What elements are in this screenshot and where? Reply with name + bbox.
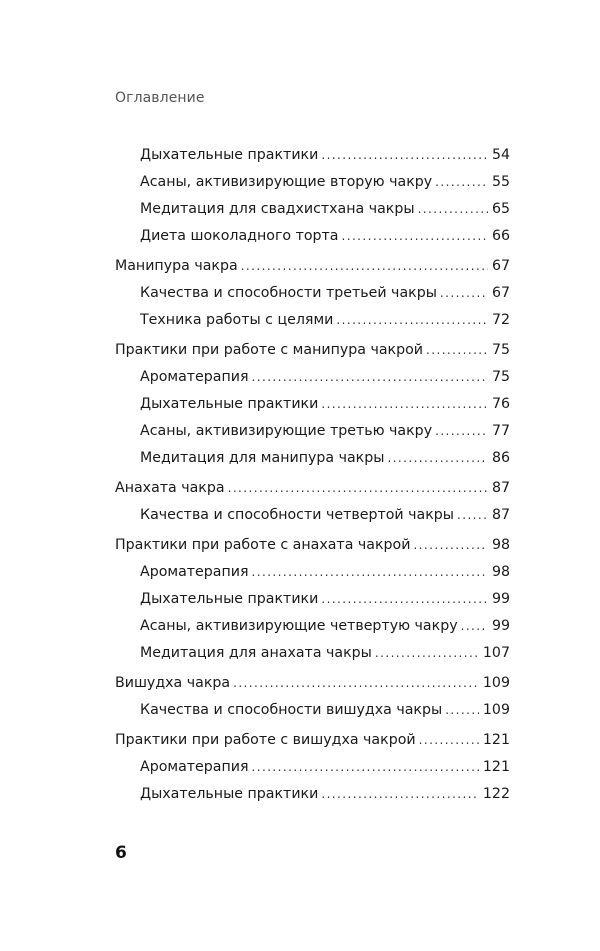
toc-entry xyxy=(115,781,510,808)
toc-entry-page: 55 xyxy=(491,174,510,190)
toc-entry-title: Практики при работе с вишудха чакрой xyxy=(115,732,416,748)
toc-entry xyxy=(115,754,510,781)
dot-leader xyxy=(457,502,488,529)
toc-entry-page: 98 xyxy=(491,537,510,553)
toc-entry-page: 67 xyxy=(491,285,510,301)
toc-entry-title: Техника работы с целями xyxy=(140,312,334,328)
dot-leader xyxy=(435,169,488,196)
toc-entry-title: Медитация для манипура чакры xyxy=(140,450,385,466)
toc-entry-page: 109 xyxy=(482,675,510,691)
dot-leader xyxy=(375,640,479,667)
toc-entry xyxy=(115,418,510,445)
toc-entry xyxy=(115,670,510,697)
toc-entry xyxy=(115,142,510,169)
toc-entry xyxy=(115,640,510,667)
toc-entry-page: 121 xyxy=(482,732,510,748)
toc-entry-title: Качества и способности вишудха чакры xyxy=(140,702,443,718)
dot-leader xyxy=(336,307,488,334)
toc-entry-title: Асаны, активизирующие вторую чакру xyxy=(140,174,433,190)
toc-entry-title: Практики при работе с манипура чакрой xyxy=(115,342,424,358)
dot-leader xyxy=(426,337,488,364)
toc-entry-title: Дыхательные практики xyxy=(140,591,319,607)
toc-entry-page: 86 xyxy=(491,450,510,466)
toc-entry-title: Диета шоколадного торта xyxy=(140,228,339,244)
toc-entry-title: Дыхательные практики xyxy=(140,396,319,412)
toc-entry-page: 109 xyxy=(482,702,510,718)
toc-entry-page: 98 xyxy=(491,564,510,580)
dot-leader xyxy=(435,418,488,445)
toc-entry-title: Асаны, активизирующие третью чакру xyxy=(140,423,433,439)
toc-entry xyxy=(115,391,510,418)
toc-entry xyxy=(115,307,510,334)
toc-entry-page: 107 xyxy=(482,645,510,661)
toc-entry-page: 87 xyxy=(491,480,510,496)
toc-entry xyxy=(115,559,510,586)
toc-entry-title: Ароматерапия xyxy=(140,564,249,580)
toc-entry xyxy=(115,445,510,472)
toc-entry xyxy=(115,475,510,502)
dot-leader xyxy=(419,727,479,754)
toc-entry xyxy=(115,223,510,250)
dot-leader xyxy=(440,280,488,307)
toc-entry-page: 54 xyxy=(491,147,510,163)
toc-entry-page: 75 xyxy=(491,342,510,358)
toc-entry-title: Практики при работе с анахата чакрой xyxy=(115,537,411,553)
toc-entry-page: 65 xyxy=(491,201,510,217)
toc-entry-title: Медитация для анахата чакры xyxy=(140,645,372,661)
dot-leader xyxy=(252,559,488,586)
toc-entry-title: Ароматерапия xyxy=(140,759,249,775)
dot-leader xyxy=(387,445,488,472)
toc-entry-page: 67 xyxy=(491,258,510,274)
toc-entry-page: 122 xyxy=(482,786,510,802)
dot-leader xyxy=(241,253,488,280)
toc-entry xyxy=(115,364,510,391)
toc-entry-title: Медитация для свадхистхана чакры xyxy=(140,201,415,217)
table-of-contents xyxy=(115,142,510,808)
toc-entry xyxy=(115,586,510,613)
toc-entry-title: Асаны, активизирующие четвертую чакру xyxy=(140,618,458,634)
dot-leader xyxy=(321,586,488,613)
toc-entry-title: Дыхательные практики xyxy=(140,786,319,802)
dot-leader xyxy=(418,196,488,223)
dot-leader xyxy=(252,364,488,391)
dot-leader xyxy=(413,532,487,559)
toc-entry-page: 75 xyxy=(491,369,510,385)
dot-leader xyxy=(445,697,479,724)
toc-entry-title: Качества и способности третьей чакры xyxy=(140,285,437,301)
toc-entry-page: 99 xyxy=(491,618,510,634)
toc-entry-title: Качества и способности четвертой чакры xyxy=(140,507,454,523)
dot-leader xyxy=(233,670,479,697)
toc-entry xyxy=(115,502,510,529)
toc-entry xyxy=(115,697,510,724)
toc-entry-title: Манипура чакра xyxy=(115,258,238,274)
page-number: 6 xyxy=(115,843,127,863)
toc-entry-page: 66 xyxy=(491,228,510,244)
dot-leader xyxy=(321,142,488,169)
toc-entry xyxy=(115,169,510,196)
toc-entry xyxy=(115,727,510,754)
toc-entry xyxy=(115,337,510,364)
toc-entry xyxy=(115,253,510,280)
toc-entry-title: Вишудха чакра xyxy=(115,675,231,691)
toc-entry-page: 99 xyxy=(491,591,510,607)
toc-entry-page: 87 xyxy=(491,507,510,523)
toc-entry-page: 76 xyxy=(491,396,510,412)
toc-entry-page: 121 xyxy=(482,759,510,775)
toc-entry-page: 72 xyxy=(491,312,510,328)
dot-leader xyxy=(321,391,488,418)
toc-entry xyxy=(115,532,510,559)
toc-entry-page: 77 xyxy=(491,423,510,439)
dot-leader xyxy=(228,475,488,502)
dot-leader xyxy=(461,613,488,640)
toc-entry xyxy=(115,280,510,307)
toc-entry-title: Ароматерапия xyxy=(140,369,249,385)
toc-entry xyxy=(115,196,510,223)
running-header: Оглавление xyxy=(115,90,205,106)
toc-entry xyxy=(115,613,510,640)
dot-leader xyxy=(321,781,479,808)
dot-leader xyxy=(252,754,479,781)
toc-entry-title: Анахата чакра xyxy=(115,480,225,496)
toc-entry-title: Дыхательные практики xyxy=(140,147,319,163)
dot-leader xyxy=(342,223,488,250)
